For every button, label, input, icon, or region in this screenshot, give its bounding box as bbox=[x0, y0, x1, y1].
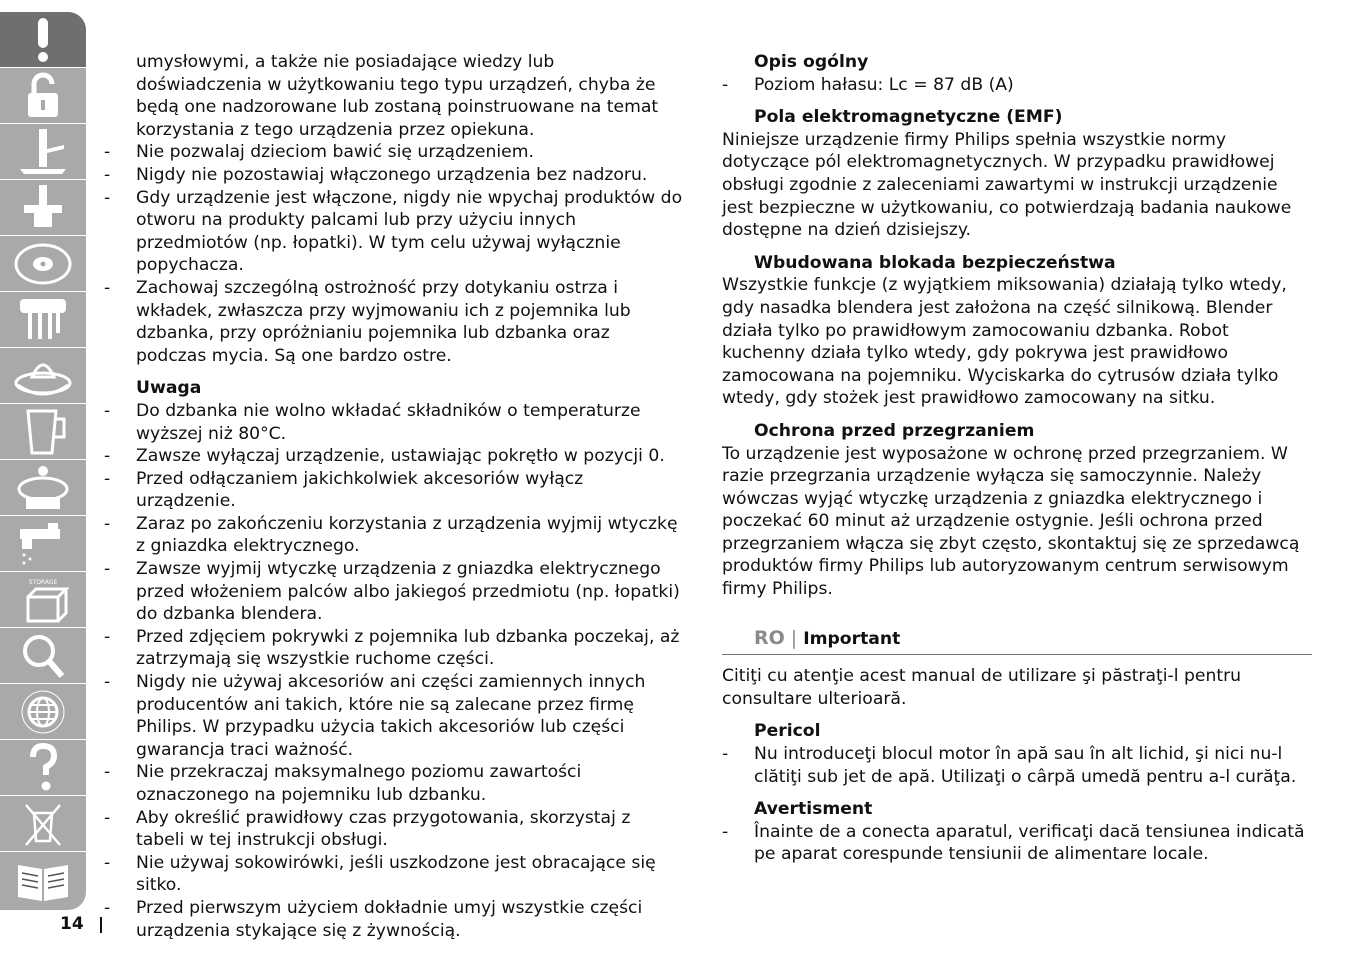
globe-guarantee-icon bbox=[12, 687, 74, 737]
tap-icon bbox=[12, 519, 74, 569]
page-number-divider bbox=[100, 917, 102, 933]
magnifier-icon bbox=[12, 631, 74, 681]
chopping-blade-icon bbox=[12, 127, 74, 177]
manual-book-icon bbox=[12, 855, 74, 905]
sidebar-tab-troubleshoot[interactable] bbox=[0, 628, 86, 684]
list-item: - Zawsze wyłączaj urządzenie, ustawiając pokrętło w pozycji 0. bbox=[104, 446, 665, 467]
exclamation-icon bbox=[12, 15, 74, 65]
list-item: - Nigdy nie pozostawiaj włączonego urządzenia bez nadzoru. bbox=[104, 164, 648, 185]
whisk-icon bbox=[12, 295, 74, 345]
sidebar-tab-citrus[interactable] bbox=[0, 348, 86, 404]
sidebar-tab-processor[interactable] bbox=[0, 460, 86, 516]
food-processor-icon bbox=[12, 463, 74, 513]
svg-text:STORAGE: STORAGE bbox=[28, 578, 58, 586]
blender-jar-icon bbox=[12, 407, 74, 457]
list-item: - Aby określić prawidłowy czas przygotowania, skorzystaj z tabeli w tej instrukcji obsługi. bbox=[104, 807, 631, 851]
sidebar-tab-warning[interactable] bbox=[0, 12, 86, 68]
sidebar-tab-storage[interactable] bbox=[0, 572, 86, 628]
list-item: - Do dzbanka nie wolno wkładać składników o temperaturze wyższej niż 80°C. bbox=[104, 400, 641, 444]
blokada-heading: Wbudowana blokada bezpieczeństwa bbox=[754, 252, 1116, 273]
lock-icon bbox=[12, 71, 74, 121]
sidebar-tab-environment[interactable] bbox=[0, 796, 86, 852]
storage-box-icon bbox=[12, 575, 74, 625]
heading-separator: | bbox=[790, 626, 798, 649]
left-column bbox=[104, 51, 684, 942]
pericol-heading: Pericol bbox=[754, 721, 821, 742]
list-item: - Zachowaj szczególną ostrożność przy dotykaniu ostrza i wkładek, zwłaszcza przy wyjmowaniu ich z pojemnika lub dzbanka, przy opróżnianiu pojemnika lub dzbanka oraz podczas mycia. Są one bardzo ostre. bbox=[104, 277, 631, 366]
question-icon bbox=[12, 743, 74, 793]
crossed-bin-icon bbox=[12, 799, 74, 849]
intro-paragraph: umysłowymi, a także nie posiadające wiedzy lub doświadczenia w użytkowaniu tego typu urządzeń, chyba że będą one nadzorowane lub zostaną poinstruowane na temat korzystania z tego urządzenia przez opiekuna. bbox=[136, 52, 659, 140]
list-item: - Poziom hałasu: Lc = 87 dB (A) bbox=[722, 74, 1014, 95]
list-item: - Nie używaj sokowirówki, jeśli uszkodzone jest obracające się sitko. bbox=[104, 852, 656, 896]
sidebar-tab-cleaning[interactable] bbox=[0, 516, 86, 572]
list-item: - Nu introduceţi blocul motor în apă sau în alt lichid, şi nici nu-l clătiţi sub jet de apă. Utilizaţi o cârpă umedă pentru a-l curăţa. bbox=[722, 744, 1297, 787]
list-item: - Înainte de a conecta aparatul, verificaţi dacă tensiunea indicată pe aparat corespunde tensiunii de alimentare locale. bbox=[722, 821, 1305, 865]
safety-list bbox=[104, 141, 684, 367]
avertisment-heading: Avertisment bbox=[754, 799, 873, 820]
sidebar-tab-manual[interactable] bbox=[0, 852, 86, 907]
sidebar-icon-strip bbox=[0, 12, 86, 910]
sidebar-tab-disc[interactable] bbox=[0, 236, 86, 292]
emf-paragraph: Niniejsze urządzenie firmy Philips spełnia wszystkie normy dotyczące pól elektromagnetycznych. W przypadku prawidłowej obsługi zgodnie z zaleceniami zawartymi w instrukcji urządzenie jest bezpieczne w użytkowaniu, co potwierdzają badania naukowe dostępne na dzień dzisiejszy. bbox=[722, 129, 1292, 241]
ochrona-paragraph: To urządzenie jest wyposażone w ochronę przed przegrzaniem. W razie przegrzania urządzenie wyłącza się samoczynnie. Należy wówczas wyjąć wtyczkę urządzenia z gniazdka elektrycznego i poczekać 60 minut aż urządzenie ostygnie. Jeśli ochrona przed przegrzaniem włącza się zbyt często, skontaktuj się ze sprzedawcą produktów firmy Philips lub autoryzowanym centrum serwisowym firmy Philips. bbox=[722, 443, 1300, 600]
list-item: - Zaraz po zakończeniu korzystania z urządzenia wyjmij wtyczkę z gniazdka elektrycznego. bbox=[104, 513, 678, 557]
page-number: 14 bbox=[60, 914, 84, 934]
sidebar-tab-kneading[interactable] bbox=[0, 180, 86, 236]
list-item: - Przed zdjęciem pokrywki z pojemnika lub dzbanka poczekaj, aż zatrzymają się wszystkie ruchome części. bbox=[104, 626, 680, 670]
sidebar-tab-guarantee[interactable] bbox=[0, 684, 86, 740]
sidebar-tab-faq[interactable] bbox=[0, 740, 86, 796]
ochrona-heading: Ochrona przed przegrzaniem bbox=[754, 420, 1035, 441]
language-code: RO bbox=[754, 626, 785, 649]
blokada-paragraph: Wszystkie funkcje (z wyjątkiem miksowania) działają tylko wtedy, gdy nasadka blendera jest założona na część silnikową. Blender działa tylko po prawidłowym zamocowaniu dzbanka. Robot kuchenny działa tylko wtedy, gdy pokrywa jest prawidłowo zamocowana na pojemniku. Wyciskarka do cytrusów działa tylko wtedy, gdy stożek jest prawidłowo zamocowany na sitku. bbox=[722, 275, 1287, 409]
ro-intro-paragraph: Citiţi cu atenţie acest manual de utilizare şi păstraţi-l pentru consultare ulterioară. bbox=[722, 666, 1242, 709]
sidebar-tab-jar[interactable] bbox=[0, 404, 86, 460]
ro-title: Important bbox=[803, 628, 901, 649]
list-item: - Nie przekraczaj maksymalnego poziomu zawartości oznaczonego na pojemniku lub dzbanku. bbox=[104, 762, 582, 805]
opis-heading: Opis ogólny bbox=[754, 52, 869, 72]
ro-section-heading bbox=[722, 627, 1312, 656]
right-column bbox=[722, 51, 1312, 866]
list-item: - Nigdy nie używaj akcesoriów ani części zamiennych innych producentów ani takich, które nie są zalecane przez firmę Philips. W przypadku użycia takich akcesoriów lub części gwarancja traci ważność. bbox=[104, 672, 646, 760]
emf-heading: Pola elektromagnetyczne (EMF) bbox=[754, 107, 1063, 128]
list-item: - Przed odłączaniem jakichkolwiek akcesoriów wyłącz urządzenie. bbox=[104, 468, 584, 512]
sidebar-tab-whisk[interactable] bbox=[0, 292, 86, 348]
caution-list bbox=[104, 400, 684, 942]
list-item: - Zawsze wyjmij wtyczkę urządzenia z gniazdka elektrycznego przed włożeniem palców albo jakiegoś przedmiotu (np. łopatki) do dzbanka blendera. bbox=[104, 559, 680, 625]
sidebar-tab-safety[interactable] bbox=[0, 68, 86, 124]
disc-icon bbox=[12, 239, 74, 289]
list-item: - Nie pozwalaj dzieciom bawić się urządzeniem. bbox=[104, 142, 534, 163]
citrus-press-icon bbox=[12, 351, 74, 401]
list-item: - Przed pierwszym użyciem dokładnie umyj wszystkie części urządzenia stykające się z żywnością. bbox=[104, 897, 643, 941]
sidebar-tab-blade[interactable] bbox=[0, 124, 86, 180]
uwaga-heading: Uwaga bbox=[136, 378, 202, 399]
kneading-tool-icon bbox=[12, 183, 74, 233]
list-item: - Gdy urządzenie jest włączone, nigdy nie wpychaj produktów do otworu na produkty palcami lub przy użyciu innych przedmiotów (np. łopatki). W tym celu używaj wyłącznie popychacza. bbox=[104, 187, 683, 276]
